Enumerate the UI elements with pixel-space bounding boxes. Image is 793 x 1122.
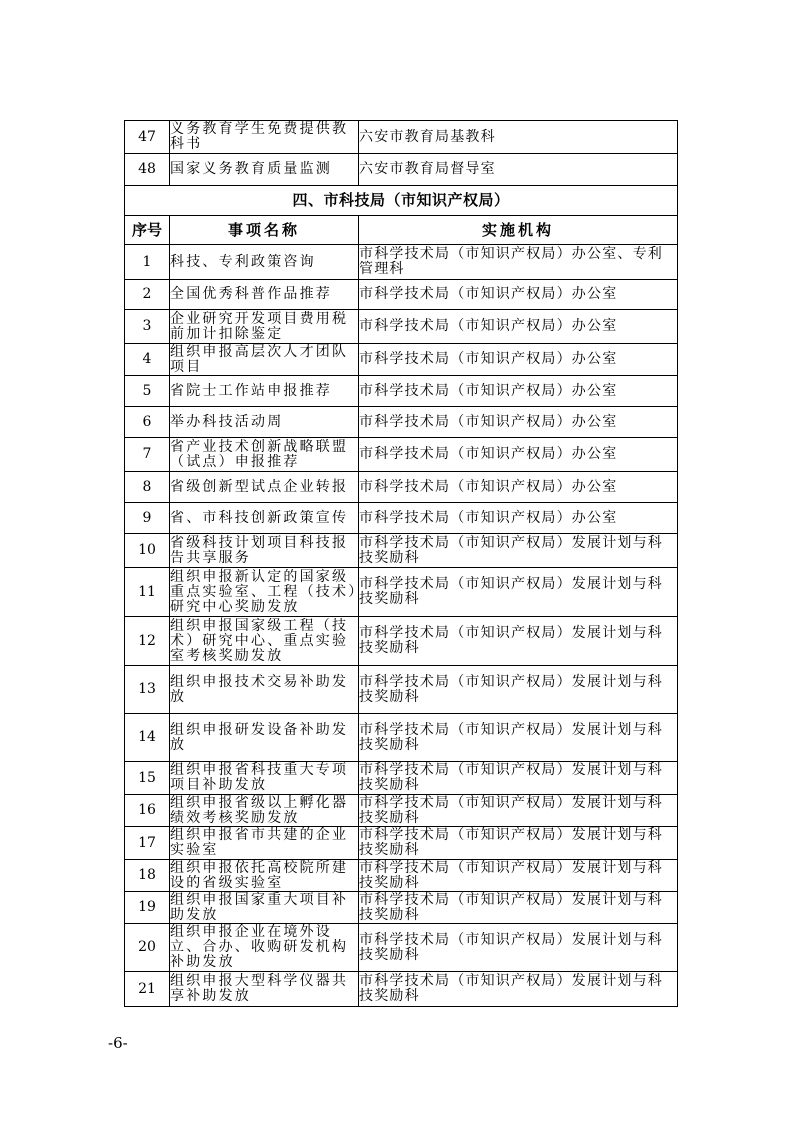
implementing-agency: 市科学技术局（市知识产权局）发展计划与科技奖励科 xyxy=(359,924,678,972)
implementing-agency: 六安市教育局督导室 xyxy=(359,154,678,186)
implementing-agency: 市科学技术局（市知识产权局）办公室 xyxy=(359,472,678,503)
row-number: 9 xyxy=(125,503,170,534)
implementing-agency: 市科学技术局（市知识产权局）发展计划与科技奖励科 xyxy=(359,666,678,714)
table-row xyxy=(125,924,678,972)
row-number: 11 xyxy=(125,568,170,617)
item-name: 组织申报大型科学仪器共享补助发放 xyxy=(170,972,359,1007)
implementing-agency: 市科学技术局（市知识产权局）发展计划与科技奖励科 xyxy=(359,568,678,617)
implementing-agency: 市科学技术局（市知识产权局）办公室 xyxy=(359,310,678,344)
table-row xyxy=(125,344,678,376)
row-number: 19 xyxy=(125,892,170,924)
implementing-agency: 市科学技术局（市知识产权局）发展计划与科技奖励科 xyxy=(359,795,678,827)
section-title-row xyxy=(125,186,678,216)
implementing-agency: 市科学技术局（市知识产权局）发展计划与科技奖励科 xyxy=(359,827,678,860)
implementing-agency: 市科学技术局（市知识产权局）办公室 xyxy=(359,280,678,310)
implementing-agency: 市科学技术局（市知识产权局）发展计划与科技奖励科 xyxy=(359,534,678,568)
item-name: 组织申报省市共建的企业实验室 xyxy=(170,827,359,860)
header-item-name: 事项名称 xyxy=(170,216,359,245)
table-row xyxy=(125,795,678,827)
item-name: 组织申报省科技重大专项项目补助发放 xyxy=(170,762,359,795)
item-name: 组织申报研发设备补助发放 xyxy=(170,714,359,762)
header-number: 序号 xyxy=(125,216,170,245)
row-number: 13 xyxy=(125,666,170,714)
implementing-agency: 六安市教育局基教科 xyxy=(359,121,678,154)
row-number: 14 xyxy=(125,714,170,762)
row-number: 6 xyxy=(125,407,170,438)
table-row xyxy=(125,245,678,280)
item-name: 国家义务教育质量监测 xyxy=(170,154,359,186)
header-agency: 实施机构 xyxy=(359,216,678,245)
item-name: 组织申报国家级工程（技术）研究中心、重点实验室考核奖励发放 xyxy=(170,617,359,666)
row-number: 5 xyxy=(125,376,170,407)
implementing-agency: 市科学技术局（市知识产权局）办公室 xyxy=(359,503,678,534)
row-number: 7 xyxy=(125,438,170,472)
implementing-agency: 市科学技术局（市知识产权局）办公室 xyxy=(359,407,678,438)
row-number: 17 xyxy=(125,827,170,860)
item-name: 省级科技计划项目科技报告共享服务 xyxy=(170,534,359,568)
item-name: 举办科技活动周 xyxy=(170,407,359,438)
implementing-agency: 市科学技术局（市知识产权局）发展计划与科技奖励科 xyxy=(359,972,678,1007)
implementing-agency: 市科学技术局（市知识产权局）发展计划与科技奖励科 xyxy=(359,762,678,795)
implementing-agency: 市科学技术局（市知识产权局）发展计划与科技奖励科 xyxy=(359,892,678,924)
implementing-agency: 市科学技术局（市知识产权局）发展计划与科技奖励科 xyxy=(359,714,678,762)
row-number: 12 xyxy=(125,617,170,666)
page-number: -6- xyxy=(108,1034,128,1052)
row-number: 20 xyxy=(125,924,170,972)
item-name: 组织申报技术交易补助发放 xyxy=(170,666,359,714)
item-name: 科技、专利政策咨询 xyxy=(170,245,359,280)
row-number: 15 xyxy=(125,762,170,795)
table-row xyxy=(125,762,678,795)
table-body xyxy=(125,121,678,1007)
item-name: 组织申报企业在境外设立、合办、收购研发机构补助发放 xyxy=(170,924,359,972)
row-number: 48 xyxy=(125,154,170,186)
row-number: 2 xyxy=(125,280,170,310)
row-number: 18 xyxy=(125,860,170,892)
table-row xyxy=(125,972,678,1007)
table-row xyxy=(125,310,678,344)
table-row xyxy=(125,376,678,407)
item-name: 组织申报高层次人才团队项目 xyxy=(170,344,359,376)
row-number: 47 xyxy=(125,121,170,154)
item-name: 全国优秀科普作品推荐 xyxy=(170,280,359,310)
table-row xyxy=(125,617,678,666)
table-row xyxy=(125,121,678,154)
item-name: 义务教育学生免费提供教科书 xyxy=(170,121,359,154)
item-name: 省产业技术创新战略联盟（试点）申报推荐 xyxy=(170,438,359,472)
services-table xyxy=(124,120,678,1007)
row-number: 16 xyxy=(125,795,170,827)
implementing-agency: 市科学技术局（市知识产权局）办公室、专利管理科 xyxy=(359,245,678,280)
table-row xyxy=(125,827,678,860)
item-name: 省院士工作站申报推荐 xyxy=(170,376,359,407)
table-row xyxy=(125,154,678,186)
implementing-agency: 市科学技术局（市知识产权局）发展计划与科技奖励科 xyxy=(359,860,678,892)
row-number: 4 xyxy=(125,344,170,376)
table-row xyxy=(125,568,678,617)
implementing-agency: 市科学技术局（市知识产权局）发展计划与科技奖励科 xyxy=(359,617,678,666)
row-number: 1 xyxy=(125,245,170,280)
table-row xyxy=(125,666,678,714)
row-number: 21 xyxy=(125,972,170,1007)
row-number: 3 xyxy=(125,310,170,344)
item-name: 组织申报国家重大项目补助发放 xyxy=(170,892,359,924)
table-row xyxy=(125,503,678,534)
item-name: 企业研究开发项目费用税前加计扣除鉴定 xyxy=(170,310,359,344)
item-name: 组织申报依托高校院所建设的省级实验室 xyxy=(170,860,359,892)
row-number: 10 xyxy=(125,534,170,568)
item-name: 组织申报省级以上孵化器绩效考核奖励发放 xyxy=(170,795,359,827)
table-row xyxy=(125,407,678,438)
row-number: 8 xyxy=(125,472,170,503)
implementing-agency: 市科学技术局（市知识产权局）办公室 xyxy=(359,376,678,407)
implementing-agency: 市科学技术局（市知识产权局）办公室 xyxy=(359,438,678,472)
item-name: 组织申报新认定的国家级重点实验室、工程（技术）研究中心奖励发放 xyxy=(170,568,358,615)
table-row xyxy=(125,280,678,310)
table-row xyxy=(125,438,678,472)
item-name: 省、市科技创新政策宣传 xyxy=(170,503,359,534)
table-row xyxy=(125,892,678,924)
implementing-agency: 市科学技术局（市知识产权局）办公室 xyxy=(359,344,678,376)
table-row xyxy=(125,714,678,762)
item-name: 省级创新型试点企业转报 xyxy=(170,472,359,503)
table-header-row xyxy=(125,216,678,245)
table-row xyxy=(125,860,678,892)
table-row xyxy=(125,534,678,568)
table-row xyxy=(125,472,678,503)
section-title: 四、市科技局（市知识产权局） xyxy=(125,186,678,216)
